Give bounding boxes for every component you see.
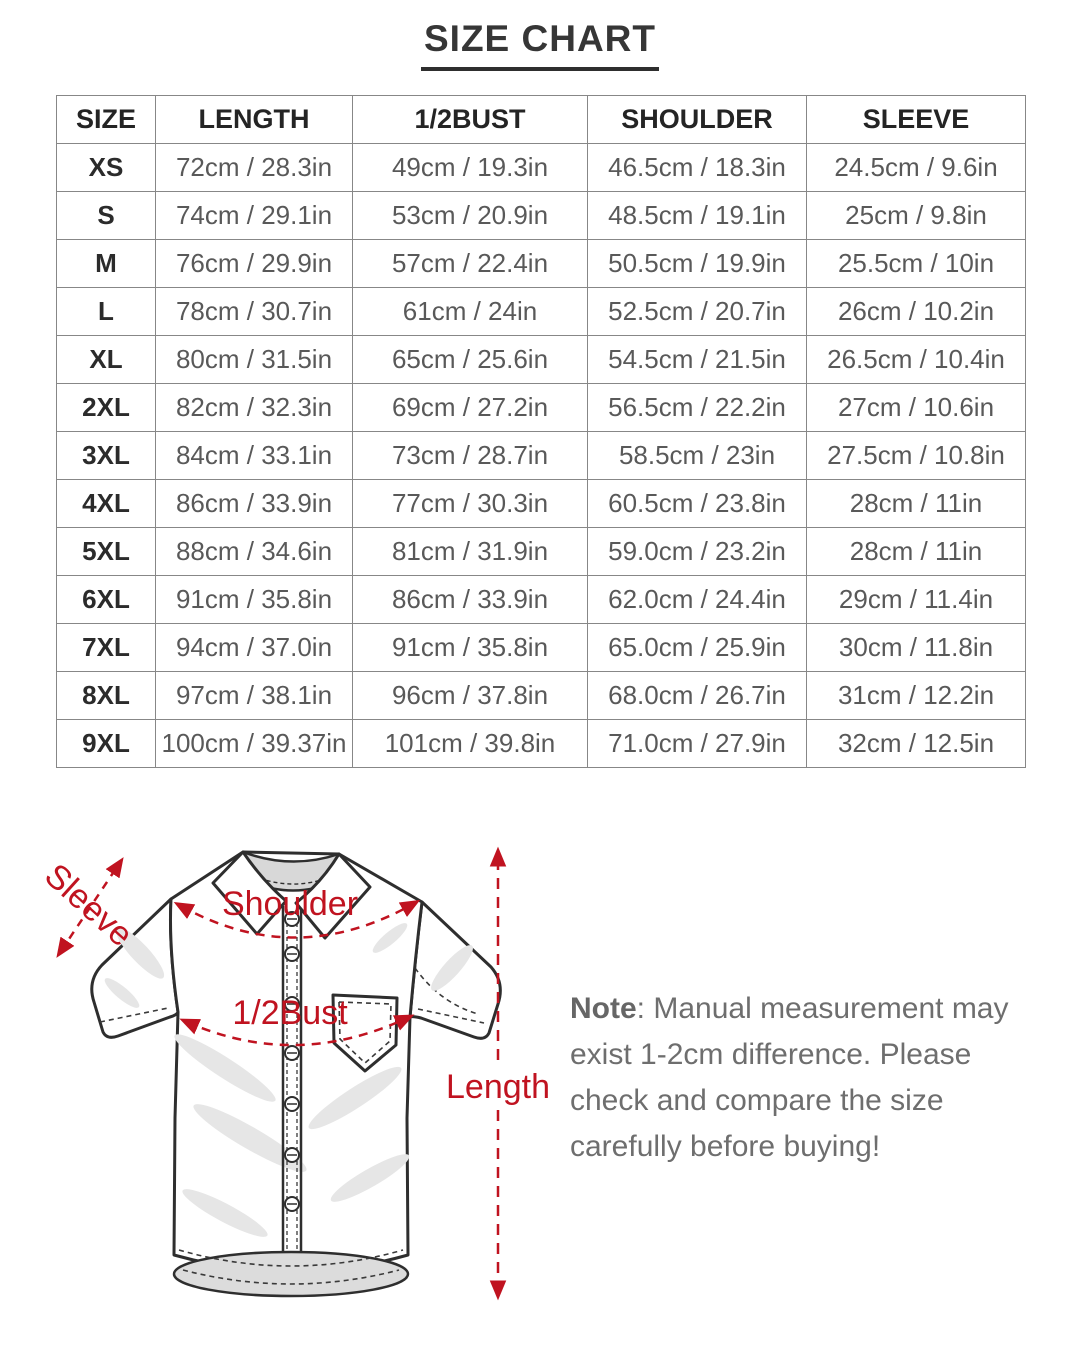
measurement-cell: 59.0cm / 23.2in (588, 528, 807, 576)
table-row (57, 576, 1026, 624)
table-row (57, 336, 1026, 384)
measurement-cell: 73cm / 28.7in (353, 432, 588, 480)
col-header-size: SIZE (57, 96, 156, 144)
table-row (57, 720, 1026, 768)
measurement-cell: 74cm / 29.1in (156, 192, 353, 240)
measurement-cell: 58.5cm / 23in (588, 432, 807, 480)
note-line1-rest: : Manual measurement may (636, 992, 1009, 1025)
measurement-cell: 46.5cm / 18.3in (588, 144, 807, 192)
table-row (57, 624, 1026, 672)
title-wrap (0, 18, 1080, 71)
shoulder-label: Shoulder (221, 885, 359, 923)
table-row (57, 288, 1026, 336)
table-row (57, 672, 1026, 720)
table-row (57, 192, 1026, 240)
measurement-cell: 48.5cm / 19.1in (588, 192, 807, 240)
measurement-cell: 84cm / 33.1in (156, 432, 353, 480)
size-label-cell: 3XL (57, 432, 156, 480)
sleeve-label: Sleeve (37, 856, 141, 955)
measurement-cell: 30cm / 11.8in (807, 624, 1026, 672)
size-table (56, 95, 1026, 768)
measurement-cell: 86cm / 33.9in (353, 576, 588, 624)
table-row (57, 384, 1026, 432)
measurement-cell: 57cm / 22.4in (353, 240, 588, 288)
measurement-cell: 56.5cm / 22.2in (588, 384, 807, 432)
table-row (57, 144, 1026, 192)
col-header-length: LENGTH (156, 96, 353, 144)
measurement-cell: 62.0cm / 24.4in (588, 576, 807, 624)
measurement-cell: 65.0cm / 25.9in (588, 624, 807, 672)
page-title: SIZE CHART (421, 18, 659, 71)
measurement-cell: 31cm / 12.2in (807, 672, 1026, 720)
measurement-cell: 25cm / 9.8in (807, 192, 1026, 240)
measurement-cell: 69cm / 27.2in (353, 384, 588, 432)
note-line: exist 1-2cm difference. Please (570, 1038, 972, 1071)
measurement-cell: 50.5cm / 19.9in (588, 240, 807, 288)
measurement-cell: 61cm / 24in (353, 288, 588, 336)
measurement-cell: 52.5cm / 20.7in (588, 288, 807, 336)
table-row (57, 432, 1026, 480)
measurement-cell: 27.5cm / 10.8in (807, 432, 1026, 480)
measurement-cell: 29cm / 11.4in (807, 576, 1026, 624)
measurement-cell: 91cm / 35.8in (353, 624, 588, 672)
measurement-cell: 27cm / 10.6in (807, 384, 1026, 432)
size-label-cell: L (57, 288, 156, 336)
measurement-cell: 26cm / 10.2in (807, 288, 1026, 336)
size-label-cell: 6XL (57, 576, 156, 624)
table-row (57, 480, 1026, 528)
size-table-body (57, 144, 1026, 768)
measurement-cell: 71.0cm / 27.9in (588, 720, 807, 768)
table-row (57, 240, 1026, 288)
measurement-cell: 32cm / 12.5in (807, 720, 1026, 768)
measurement-cell: 88cm / 34.6in (156, 528, 353, 576)
measurement-cell: 54.5cm / 21.5in (588, 336, 807, 384)
measurement-cell: 68.0cm / 26.7in (588, 672, 807, 720)
shirt-measurement-diagram (0, 818, 560, 1369)
table-row (57, 528, 1026, 576)
measurement-cell: 78cm / 30.7in (156, 288, 353, 336)
measurement-cell: 81cm / 31.9in (353, 528, 588, 576)
size-label-cell: M (57, 240, 156, 288)
length-label: Length (446, 1068, 550, 1106)
measurement-cell: 28cm / 11in (807, 528, 1026, 576)
note-line: check and compare the size (570, 1084, 944, 1117)
size-label-cell: 7XL (57, 624, 156, 672)
measurement-cell: 28cm / 11in (807, 480, 1026, 528)
measurement-cell: 60.5cm / 23.8in (588, 480, 807, 528)
measurement-cell: 91cm / 35.8in (156, 576, 353, 624)
measurement-cell: 96cm / 37.8in (353, 672, 588, 720)
measurement-cell: 49cm / 19.3in (353, 144, 588, 192)
size-table-header (57, 96, 1026, 144)
col-header-halfbust: 1/2BUST (353, 96, 588, 144)
size-label-cell: 5XL (57, 528, 156, 576)
measurement-cell: 76cm / 29.9in (156, 240, 353, 288)
measurement-cell: 26.5cm / 10.4in (807, 336, 1026, 384)
size-label-cell: 9XL (57, 720, 156, 768)
measurement-cell: 65cm / 25.6in (353, 336, 588, 384)
measurement-cell: 77cm / 30.3in (353, 480, 588, 528)
size-label-cell: 2XL (57, 384, 156, 432)
note-line (570, 986, 1056, 1032)
measurement-cell: 94cm / 37.0in (156, 624, 353, 672)
measurement-cell: 25.5cm / 10in (807, 240, 1026, 288)
note-block (570, 986, 1056, 1170)
size-label-cell: 4XL (57, 480, 156, 528)
measurement-cell: 24.5cm / 9.6in (807, 144, 1026, 192)
measurement-cell: 100cm / 39.37in (156, 720, 353, 768)
note-label: Note (570, 992, 637, 1025)
measurement-cell: 80cm / 31.5in (156, 336, 353, 384)
col-header-shoulder: SHOULDER (588, 96, 807, 144)
half-bust-label: 1/2Bust (232, 994, 348, 1032)
size-label-cell: 8XL (57, 672, 156, 720)
measurement-cell: 72cm / 28.3in (156, 144, 353, 192)
size-label-cell: XS (57, 144, 156, 192)
size-label-cell: S (57, 192, 156, 240)
measurement-cell: 53cm / 20.9in (353, 192, 588, 240)
measurement-cell: 86cm / 33.9in (156, 480, 353, 528)
measurement-cell: 82cm / 32.3in (156, 384, 353, 432)
col-header-sleeve: SLEEVE (807, 96, 1026, 144)
size-label-cell: XL (57, 336, 156, 384)
header-row (57, 96, 1026, 144)
note-line: carefully before buying! (570, 1130, 881, 1163)
measurement-cell: 97cm / 38.1in (156, 672, 353, 720)
measurement-cell: 101cm / 39.8in (353, 720, 588, 768)
